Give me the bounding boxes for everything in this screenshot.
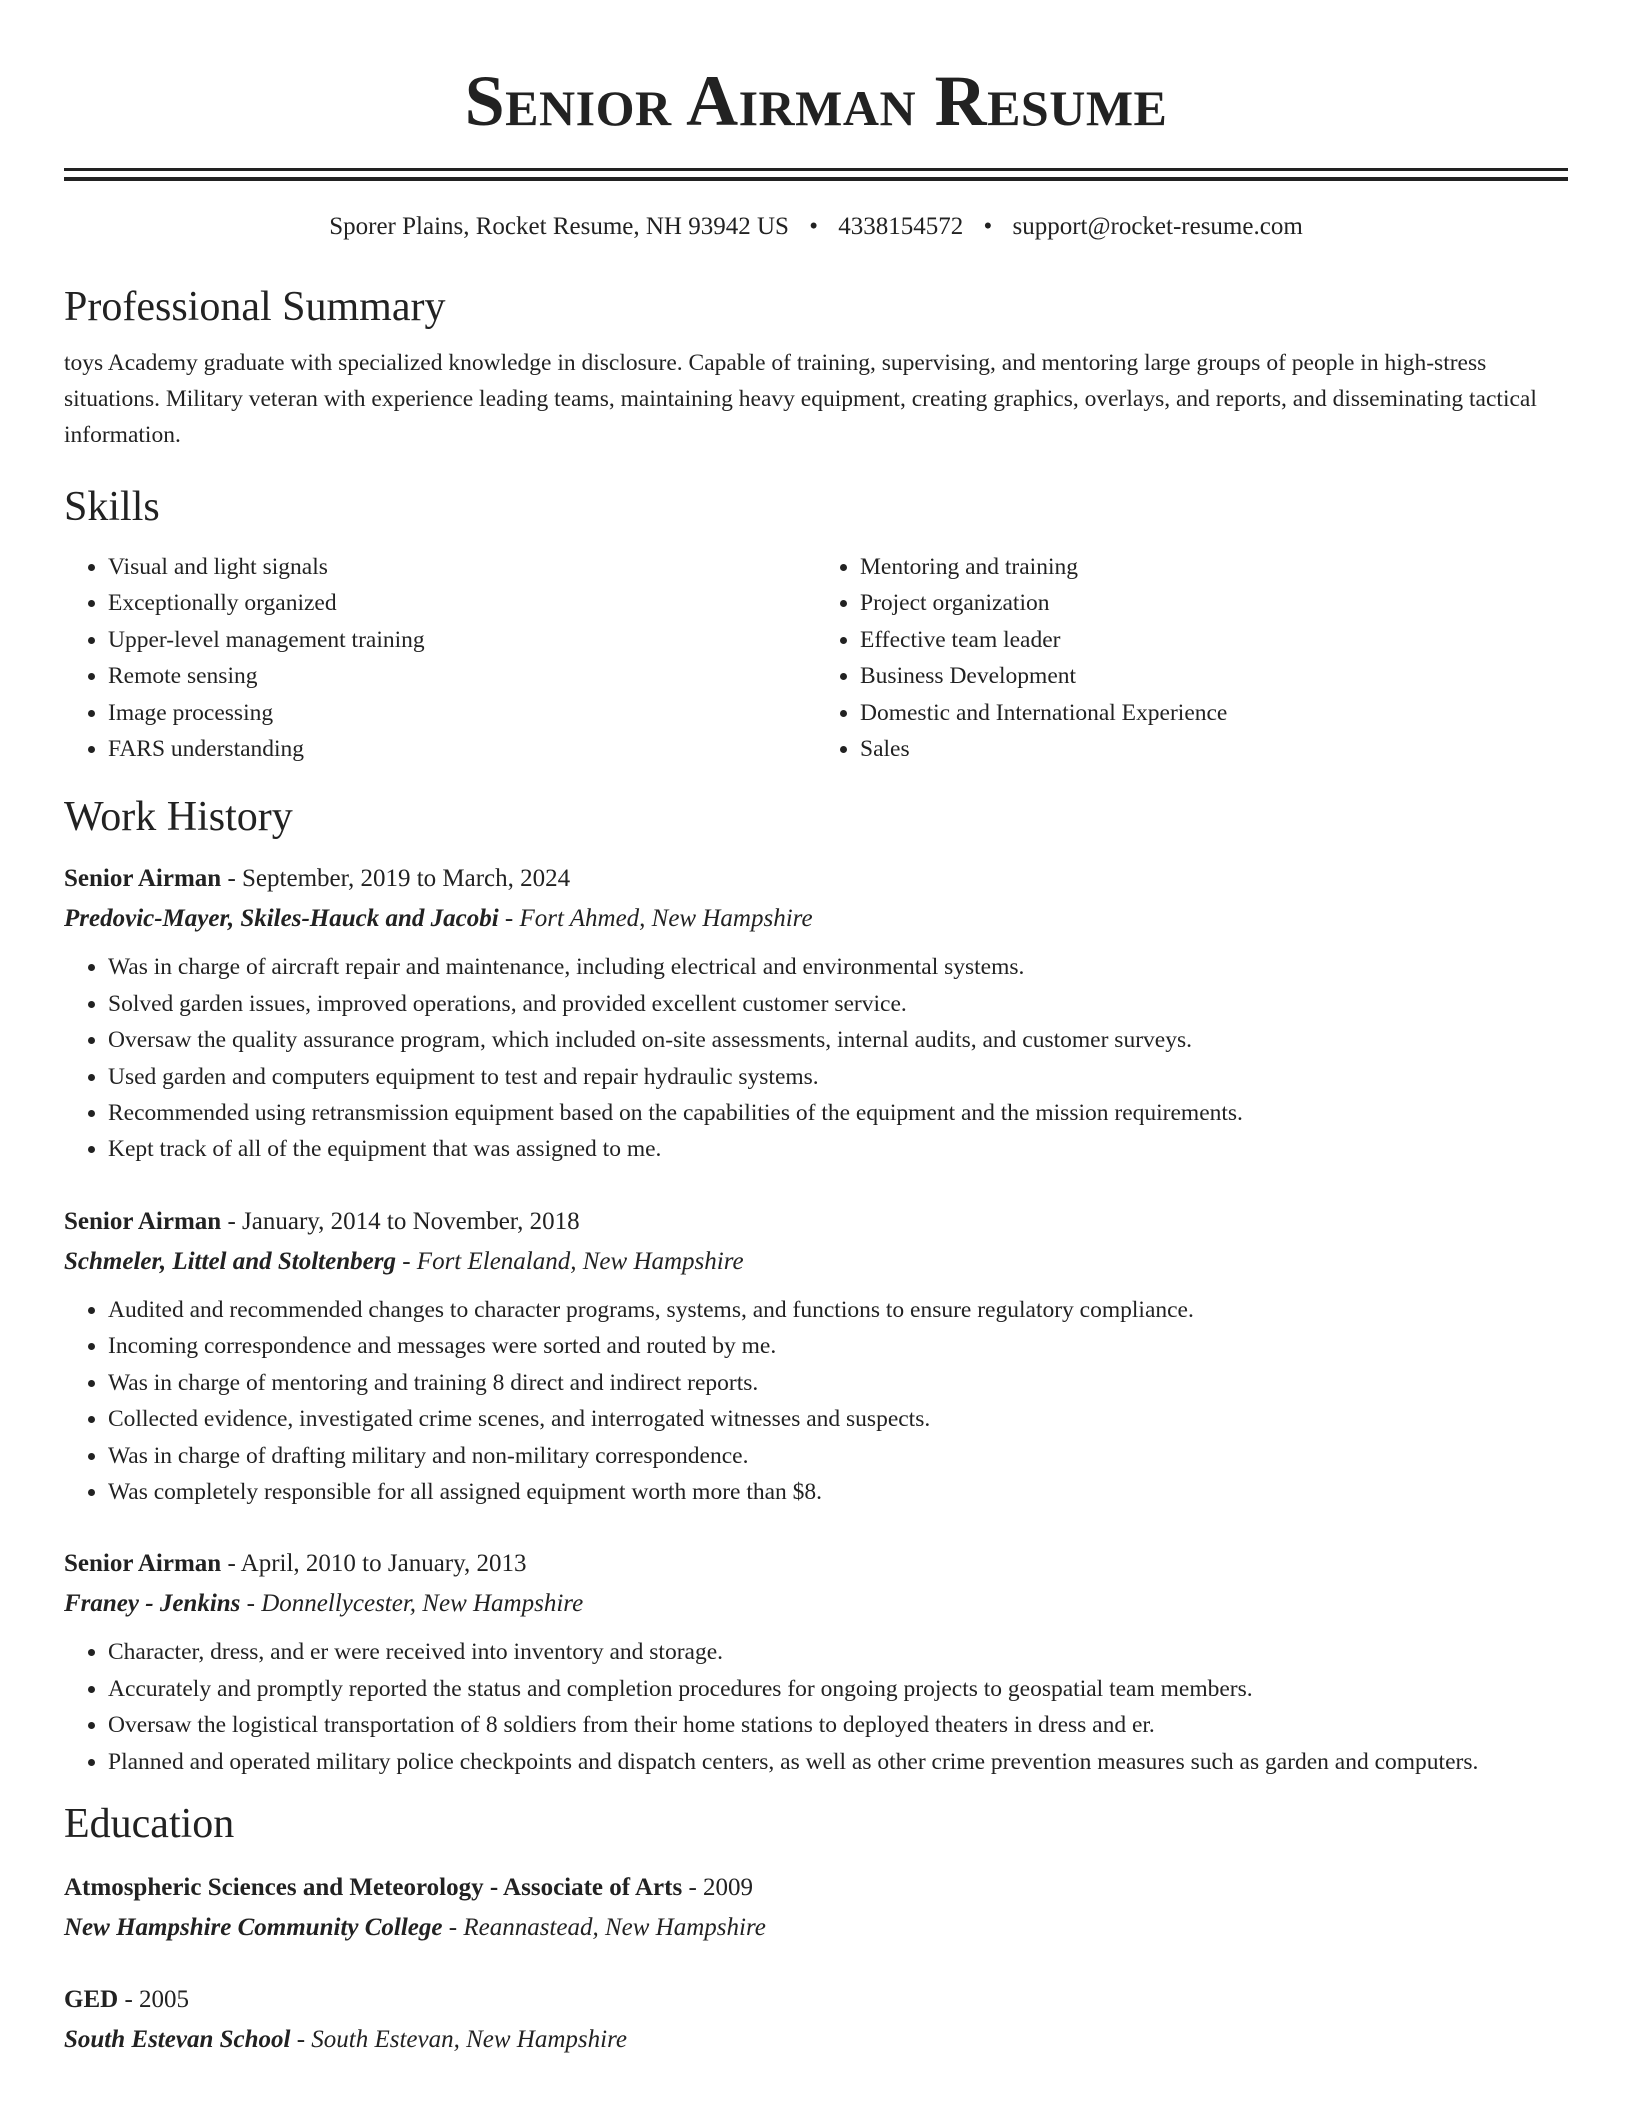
skills-heading: Skills [64, 484, 160, 530]
skill-item: • FARS understanding [108, 731, 816, 767]
job-title: Senior Airman [64, 1550, 222, 1578]
job-bullet: • Oversaw the logistical transportation of 8 soldiers from their home stations to deployed theaters in dress and er. [108, 1707, 1568, 1743]
skill-item: • Upper-level management training [108, 622, 816, 658]
work-history-section [64, 791, 1568, 1780]
education-section [64, 1798, 1568, 2060]
skills-section [64, 481, 1568, 767]
resume-title: Senior Airman Resume [464, 61, 1168, 141]
title-rule-top [64, 168, 1568, 171]
education-degree: Atmospheric Sciences and Meteorology - Associate of Arts [64, 1873, 683, 1901]
skills-left-column [64, 549, 816, 767]
job-company: Franey - Jenkins [64, 1590, 241, 1618]
dash: - [290, 2025, 312, 2053]
education-location: South Estevan, New Hampshire [311, 2025, 627, 2053]
skill-item: • Exceptionally organized [108, 585, 816, 621]
job-bullets [64, 949, 1568, 1167]
job-title: Senior Airman [64, 865, 222, 893]
job-company-line [64, 1242, 1568, 1282]
job-bullet: • Incoming correspondence and messages were sorted and routed by me. [108, 1328, 1568, 1364]
job-bullet: • Oversaw the quality assurance program, which included on-site assessments, internal audits, and customer surveys. [108, 1022, 1568, 1058]
dash: - [221, 865, 243, 893]
job-bullet: • Accurately and promptly reported the status and completion procedures for ongoing projects to geospatial team members. [108, 1671, 1568, 1707]
education-degree-line [64, 1868, 1568, 1908]
skill-item: • Remote sensing [108, 658, 816, 694]
job-location: Fort Elenaland, New Hampshire [416, 1247, 744, 1275]
job-bullet: • Used garden and computers equipment to test and repair hydraulic systems. [108, 1059, 1568, 1095]
education-year: 2005 [139, 1985, 190, 2013]
contact-phone: 4338154572 [838, 213, 964, 240]
job-entry [64, 859, 1568, 1167]
job-company-line [64, 1584, 1568, 1624]
job-entry [64, 1544, 1568, 1780]
education-degree: GED [64, 1985, 119, 2013]
skill-item: • Image processing [108, 695, 816, 731]
contact-address: Sporer Plains, Rocket Resume, NH 93942 US [329, 213, 789, 240]
job-bullet: • Was completely responsible for all assigned equipment worth more than $8. [108, 1474, 1568, 1510]
job-company: Schmeler, Littel and Stoltenberg [64, 1247, 396, 1275]
job-title-line [64, 1544, 1568, 1584]
work-history-heading: Work History [64, 794, 293, 841]
dash: - [395, 1247, 417, 1275]
job-bullet: • Was in charge of aircraft repair and maintenance, including electrical and environmental systems. [108, 949, 1568, 985]
summary-text: toys Academy graduate with specialized knowledge in disclosure. Capable of training, supervising, and mentoring large groups of people in high-stress situations. Military veteran with experience leading teams, maintaining heavy equipment, creating graphics, overlays, and reports, and disseminating tactical information. [64, 350, 1537, 448]
skill-item: • Mentoring and training [860, 549, 1568, 585]
job-bullets [64, 1292, 1568, 1510]
education-heading: Education [64, 1800, 235, 1847]
dash: - [118, 1985, 140, 2013]
job-title-line [64, 859, 1568, 899]
job-bullet: • Kept track of all of the equipment that was assigned to me. [108, 1131, 1568, 1167]
dash: - [221, 1550, 241, 1578]
education-degree-line [64, 1980, 1568, 2020]
skills-right-column [816, 549, 1568, 767]
summary-heading: Professional Summary [64, 284, 446, 330]
job-bullets [64, 1634, 1568, 1780]
contact-email: support@rocket-resume.com [1012, 213, 1303, 240]
education-entry [64, 1980, 1568, 2060]
education-school: South Estevan School [64, 2025, 291, 2053]
skill-item: • Business Development [860, 658, 1568, 694]
job-bullet: • Recommended using retransmission equipment based on the capabilities of the equipment and the mission requirements. [108, 1095, 1568, 1131]
skill-item: • Effective team leader [860, 622, 1568, 658]
job-title: Senior Airman [64, 1207, 222, 1235]
job-bullet: • Was in charge of mentoring and training 8 direct and indirect reports. [108, 1365, 1568, 1401]
education-entry [64, 1868, 1568, 1948]
job-entry [64, 1202, 1568, 1510]
job-bullet: • Character, dress, and er were received into inventory and storage. [108, 1634, 1568, 1670]
job-company: Predovic-Mayer, Skiles-Hauck and Jacobi [64, 905, 499, 933]
contact-line [64, 211, 1568, 243]
skill-item: • Sales [860, 731, 1568, 767]
skill-item: • Project organization [860, 585, 1568, 621]
contact-separator: • [809, 213, 818, 240]
education-school-line [64, 1908, 1568, 1948]
dash: - [498, 905, 520, 933]
skills-columns [64, 549, 1568, 767]
education-school: New Hampshire Community College [64, 1913, 443, 1941]
job-dates: January, 2014 to November, 2018 [242, 1207, 580, 1235]
title-rule-bottom [64, 177, 1568, 181]
contact-separator: • [983, 213, 993, 240]
education-year: 2009 [703, 1873, 754, 1901]
job-bullet: • Audited and recommended changes to character programs, systems, and functions to ensure regulatory compliance. [108, 1292, 1568, 1328]
education-school-line [64, 2020, 1568, 2060]
job-bullet: • Solved garden issues, improved operations, and provided excellent customer service. [108, 986, 1568, 1022]
dash: - [442, 1913, 464, 1941]
job-location: Donnellycester, New Hampshire [261, 1590, 584, 1618]
dash: - [240, 1590, 262, 1618]
job-dates: September, 2019 to March, 2024 [242, 865, 571, 893]
dash: - [682, 1873, 704, 1901]
skill-item: • Domestic and International Experience [860, 695, 1568, 731]
job-dates: April, 2010 to January, 2013 [240, 1550, 527, 1578]
job-location: Fort Ahmed, New Hampshire [519, 905, 813, 933]
job-company-line [64, 899, 1568, 939]
summary-section [64, 281, 1568, 453]
job-bullet: • Collected evidence, investigated crime scenes, and interrogated witnesses and suspects. [108, 1401, 1568, 1437]
job-bullet: • Planned and operated military police checkpoints and dispatch centers, as well as other crime prevention measures such as garden and computers. [108, 1744, 1568, 1780]
skill-item: • Visual and light signals [108, 549, 816, 585]
job-title-line [64, 1202, 1568, 1242]
dash: - [221, 1207, 243, 1235]
job-bullet: • Was in charge of drafting military and non-military correspondence. [108, 1438, 1568, 1474]
education-location: Reannastead, New Hampshire [463, 1913, 766, 1941]
